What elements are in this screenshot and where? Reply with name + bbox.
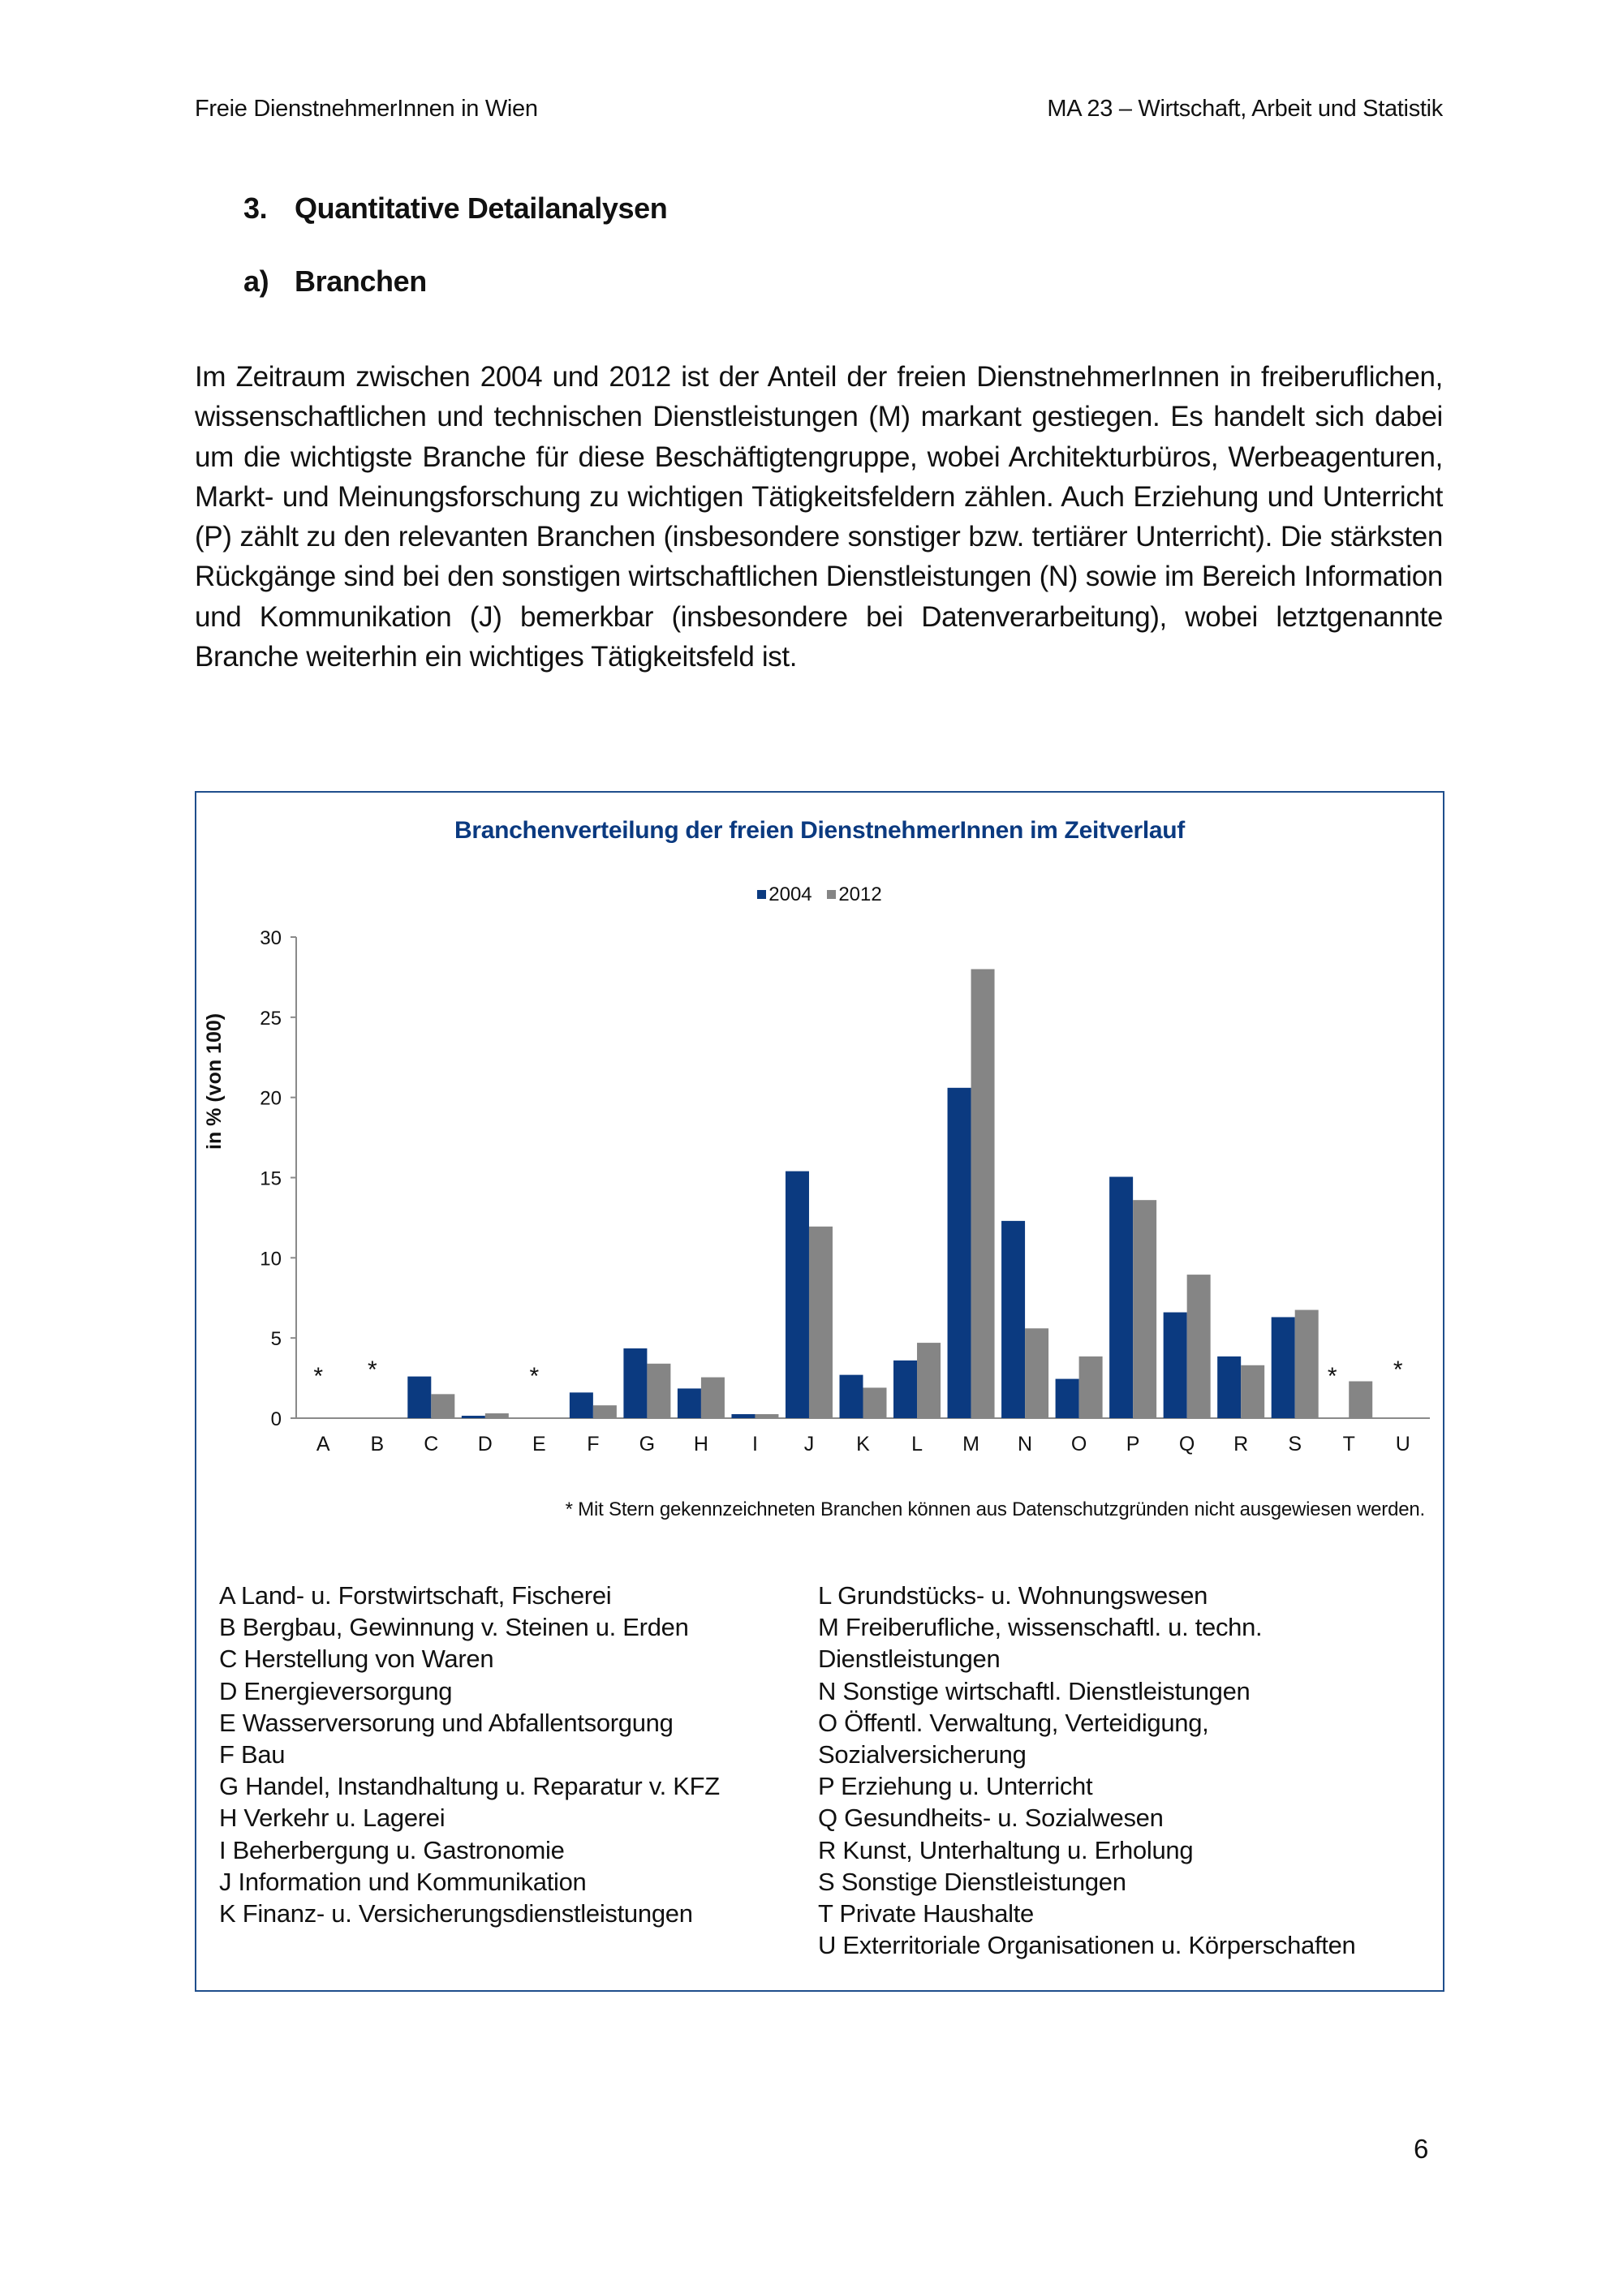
suppressed-asterisk: * — [313, 1363, 324, 1390]
suppressed-asterisk: * — [1327, 1363, 1337, 1390]
branch-key-item: B Bergbau, Gewinnung v. Steinen u. Erden — [219, 1613, 689, 1642]
suppressed-asterisk: * — [529, 1363, 540, 1390]
bar-2004 — [786, 1172, 809, 1418]
branch-key-item: Sozialversicherung — [818, 1740, 1027, 1769]
page-number: 6 — [1414, 2134, 1429, 2164]
x-tick-label: S — [1288, 1433, 1302, 1455]
y-tick-label: 10 — [260, 1248, 282, 1271]
x-tick-label: T — [1342, 1433, 1355, 1455]
section-heading — [243, 191, 667, 226]
x-tick-label: A — [316, 1433, 330, 1455]
subsection-heading — [243, 264, 427, 299]
branch-key-item: J Information und Kommunikation — [219, 1867, 587, 1896]
bar-2004 — [462, 1416, 485, 1418]
bar-chart — [196, 793, 1443, 1604]
bar-2004 — [893, 1361, 917, 1418]
bar-2004 — [840, 1375, 863, 1418]
chart-title: Branchenverteilung der freien DienstnehmerInnen im Zeitverlauf — [454, 817, 1185, 844]
bar-2012 — [701, 1378, 725, 1418]
bar-2012 — [755, 1414, 778, 1418]
branch-key-item: Dienstleistungen — [818, 1645, 1001, 1674]
suppressed-asterisk: * — [367, 1357, 377, 1383]
x-tick-label: Q — [1178, 1433, 1195, 1455]
bar-2004 — [1056, 1379, 1079, 1418]
subsection-number: a) — [243, 264, 269, 298]
bar-2012 — [485, 1413, 509, 1418]
bar-2012 — [1133, 1200, 1156, 1418]
bar-2004 — [407, 1377, 431, 1418]
bar-2004 — [1272, 1317, 1295, 1418]
bar-2012 — [917, 1343, 941, 1418]
x-tick-label: E — [532, 1433, 546, 1455]
y-tick-label: 5 — [270, 1328, 282, 1351]
bar-2012 — [809, 1227, 833, 1418]
x-tick-label: C — [424, 1433, 439, 1455]
branch-key-right — [818, 1580, 1355, 1961]
branch-key-left — [219, 1580, 720, 1929]
bar-2012 — [1241, 1365, 1264, 1418]
y-tick-label: 0 — [270, 1408, 282, 1430]
running-header-right: MA 23 – Wirtschaft, Arbeit und Statistik — [1047, 96, 1443, 122]
branch-key-item: H Verkehr u. Lagerei — [219, 1804, 446, 1833]
y-tick-label: 15 — [260, 1167, 282, 1190]
bar-2004 — [1109, 1177, 1133, 1418]
y-axis-label: in % (von 100) — [203, 1013, 226, 1150]
bar-2004 — [1001, 1221, 1025, 1418]
branch-key-item: E Wasserversorung und Abfallentsorgung — [219, 1708, 674, 1737]
body-paragraph: Im Zeitraum zwischen 2004 und 2012 ist der Anteil der freien DienstnehmerInnen in freiberuflichen, wissenschaftlichen und technischen Dienstleistungen (M) markant gestiegen. Es handelt sich dabei um die wichtigste Branche für diese Beschäftigtengruppe, wobei Architekturbüros, Werbeagenturen, Markt- und Meinungsforschung zu wichtigen Tätigkeitsfeldern zählen. Auch Erziehung und Unterricht (P) zählt zu den relevanten Branchen (insbesondere sonstiger bzw. tertiärer Unterricht). Die stärksten Rückgänge sind bei den sonstigen wirtschaftlichen Dienstleistungen (N) sowie im Bereich Information und Kommunikation (J) bemerkbar (insbesondere bei Datenverarbeitung), wobei letztgenannte Branche weiterhin ein wichtiges Tätigkeitsfeld ist. — [195, 361, 1443, 673]
subsection-title: Branchen — [295, 264, 427, 298]
x-tick-label: I — [751, 1433, 758, 1455]
bar-2012 — [863, 1387, 887, 1418]
x-tick-label: J — [803, 1433, 815, 1455]
figure-box — [195, 791, 1444, 1992]
bar-2004 — [678, 1388, 701, 1418]
bar-2012 — [593, 1405, 617, 1418]
branch-key-item: P Erziehung u. Unterricht — [818, 1772, 1093, 1801]
bar-2012 — [1187, 1275, 1211, 1418]
branch-key-item: N Sonstige wirtschaftl. Dienstleistungen — [818, 1676, 1251, 1705]
x-tick-label: H — [693, 1433, 708, 1455]
branch-key-item: O Öffentl. Verwaltung, Verteidigung, — [818, 1708, 1209, 1737]
y-tick-label: 30 — [260, 927, 282, 949]
branch-key-item: Q Gesundheits- u. Sozialwesen — [818, 1804, 1164, 1833]
branch-key-item: D Energieversorgung — [219, 1676, 453, 1705]
x-tick-label: D — [477, 1433, 493, 1455]
section-number: 3. — [243, 191, 268, 225]
branch-key-item: C Herstellung von Waren — [219, 1645, 494, 1674]
x-tick-label: P — [1126, 1433, 1140, 1455]
legend-label-2004: 2004 — [768, 883, 812, 905]
x-tick-label: B — [370, 1433, 385, 1455]
branch-key-item: L Grundstücks- u. Wohnungswesen — [818, 1581, 1208, 1610]
branch-key-item: T Private Haushalte — [818, 1899, 1034, 1928]
x-tick-label: U — [1395, 1433, 1410, 1455]
x-tick-label: R — [1233, 1433, 1249, 1455]
bar-2012 — [1295, 1310, 1319, 1418]
suppressed-asterisk: * — [1393, 1357, 1403, 1383]
y-tick-label: 25 — [260, 1007, 282, 1030]
branch-key-item: K Finanz- u. Versicherungsdienstleistungen — [219, 1899, 693, 1928]
branch-key-item: M Freiberufliche, wissenschaftl. u. techn. — [818, 1613, 1263, 1642]
running-header-left: Freie DienstnehmerInnen in Wien — [195, 96, 538, 122]
chart-footnote: * Mit Stern gekennzeichneten Branchen können aus Datenschutzgründen nicht ausgewiesen werden. — [565, 1498, 1425, 1520]
branch-key-item: F Bau — [219, 1740, 286, 1769]
bar-2004 — [731, 1414, 755, 1418]
bar-2004 — [570, 1392, 593, 1418]
bar-2012 — [1079, 1357, 1103, 1418]
x-tick-label: G — [639, 1433, 656, 1455]
branch-key-item: G Handel, Instandhaltung u. Reparatur v. KFZ — [219, 1772, 720, 1801]
bar-2012 — [1025, 1328, 1048, 1418]
x-tick-label: F — [587, 1433, 600, 1455]
bar-2012 — [647, 1364, 670, 1418]
x-tick-label: M — [962, 1433, 979, 1455]
branch-key-item: S Sonstige Dienstleistungen — [818, 1867, 1126, 1896]
bar-2004 — [1217, 1357, 1241, 1418]
legend-label-2012: 2012 — [838, 883, 882, 905]
bar-2012 — [971, 970, 995, 1418]
bar-2004 — [948, 1088, 971, 1418]
bar-2004 — [1164, 1313, 1187, 1418]
x-tick-label: K — [856, 1433, 870, 1455]
x-tick-label: L — [911, 1433, 923, 1455]
bar-2012 — [431, 1394, 454, 1418]
branch-key-item: I Beherbergung u. Gastronomie — [219, 1835, 565, 1864]
branch-key-item: R Kunst, Unterhaltung u. Erholung — [818, 1835, 1194, 1864]
y-tick-label: 20 — [260, 1087, 282, 1110]
branch-key-item: U Exterritoriale Organisationen u. Körperschaften — [818, 1931, 1356, 1960]
x-tick-label: N — [1018, 1433, 1033, 1455]
x-tick-label: O — [1070, 1433, 1087, 1455]
section-title: Quantitative Detailanalysen — [295, 191, 668, 225]
bar-2012 — [1349, 1382, 1372, 1418]
branch-key-item: A Land- u. Forstwirtschaft, Fischerei — [219, 1581, 612, 1610]
bar-2004 — [623, 1348, 647, 1418]
